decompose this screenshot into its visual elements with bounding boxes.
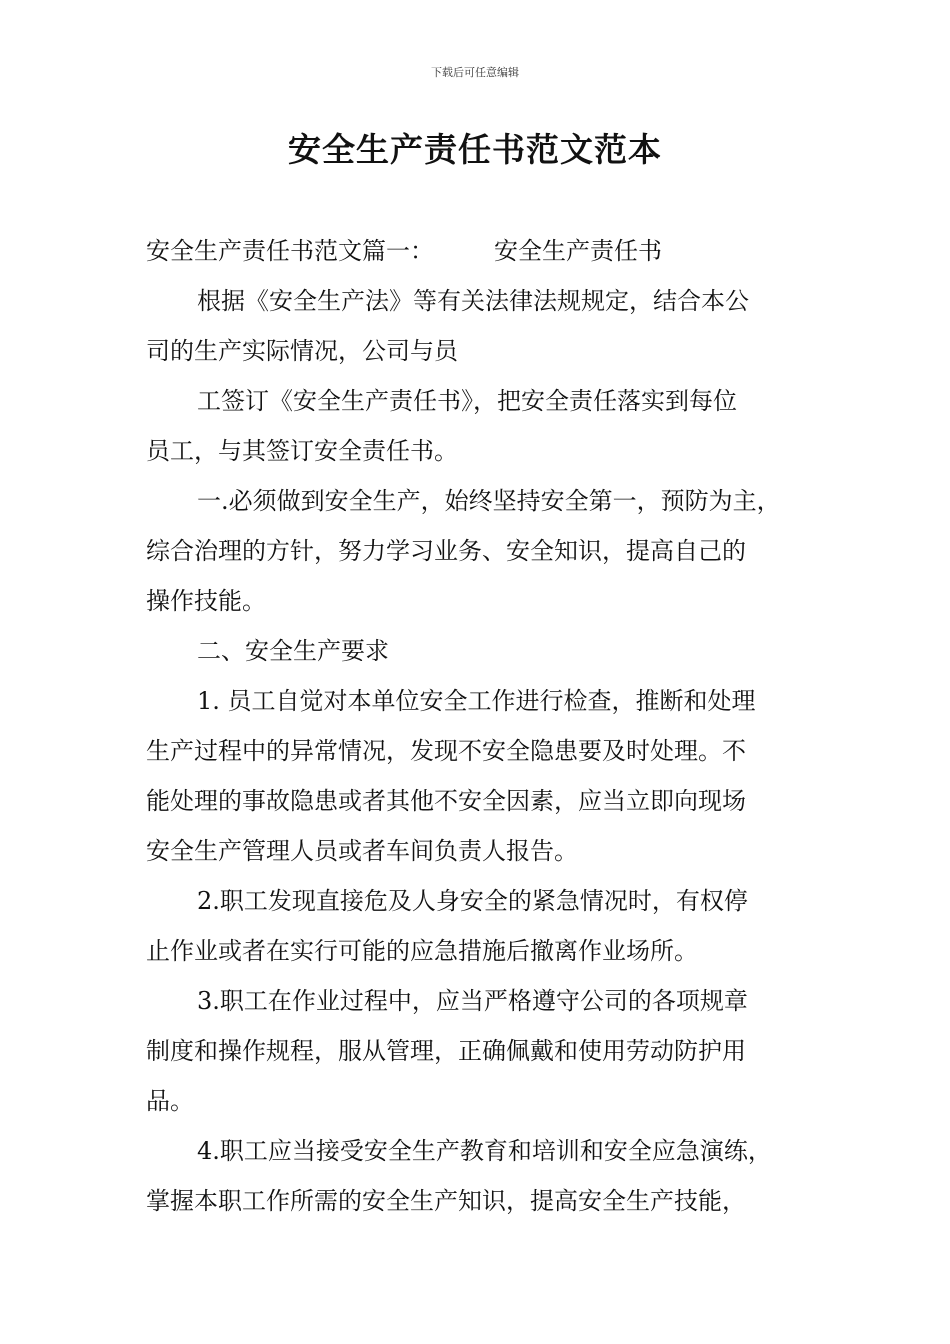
paragraph-line: 品。: [146, 1087, 194, 1115]
paragraph-line: 3.职工在作业过程中，应当严格遵守公司的各项规章: [197, 987, 748, 1015]
header-note: 下载后可任意编辑: [431, 66, 519, 79]
paragraph-line: 生产过程中的异常情况，发现不安全隐患要及时处理。不: [146, 737, 746, 765]
paragraph-line: 二、安全生产要求: [197, 637, 389, 665]
document-body: [146, 226, 826, 1226]
paragraph-line: 制度和操作规程，服从管理，正确佩戴和使用劳动防护用: [146, 1037, 746, 1065]
paragraph-line: 一.必须做到安全生产，始终坚持安全第一，预防为主，: [197, 487, 781, 515]
paragraph-line: 1. 员工自觉对本单位安全工作进行检查，推断和处理: [197, 687, 756, 715]
paragraph-line: 综合治理的方针，努力学习业务、安全知识，提高自己的: [146, 537, 746, 565]
document-title: 安全生产责任书范文范本: [288, 130, 662, 169]
section-heading-line: [146, 226, 826, 276]
paragraph-line: 4.职工应当接受安全生产教育和培训和安全应急演练，: [197, 1137, 772, 1165]
section-title: 安全生产责任书: [494, 237, 662, 265]
paragraph-line: 员工，与其签订安全责任书。: [146, 437, 458, 465]
paragraph-line: 掌握本职工作所需的安全生产知识，提高安全生产技能，: [146, 1187, 746, 1215]
section-label: 安全生产责任书范文篇一：: [146, 237, 434, 265]
paragraph-line: 安全生产管理人员或者车间负责人报告。: [146, 837, 578, 865]
paragraph-line: 2.职工发现直接危及人身安全的紧急情况时，有权停: [197, 887, 748, 915]
paragraph-line: 司的生产实际情况，公司与员: [146, 337, 458, 365]
paragraph-line: 操作技能。: [146, 587, 266, 615]
paragraph-line: 工签订《安全生产责任书》，把安全责任落实到每位: [197, 387, 737, 415]
paragraph-line: 能处理的事故隐患或者其他不安全因素，应当立即向现场: [146, 787, 746, 815]
paragraph-line: 止作业或者在实行可能的应急措施后撤离作业场所。: [146, 937, 698, 965]
paragraph-line: 根据《安全生产法》等有关法律法规规定，结合本公: [197, 287, 749, 315]
